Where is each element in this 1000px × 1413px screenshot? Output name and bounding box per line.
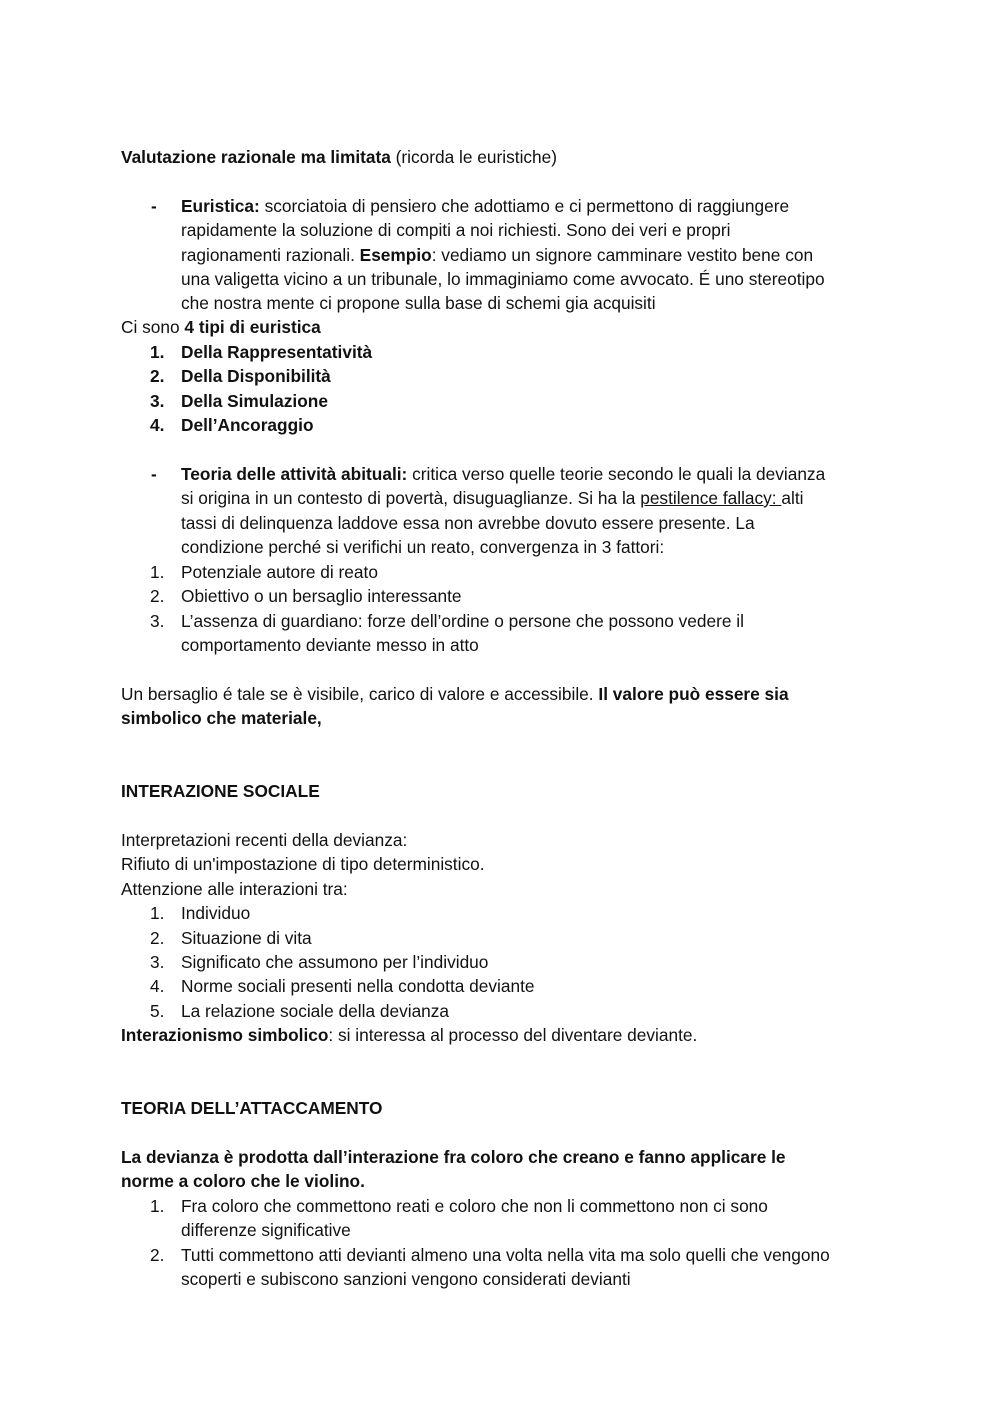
list-number: 2. [150,586,165,606]
bullet-text: ragionamenti razionali. [181,245,360,265]
section-heading-attaccamento: TEORIA DELL’ATTACCAMENTO [121,1098,383,1118]
list-item: Dell’Ancoraggio [181,415,314,435]
bold-heading-text: Valutazione razionale ma limitata [121,147,391,167]
bullet-line [181,194,789,218]
paragraph-bersaglio [121,682,789,706]
list-number: 1. [150,562,165,582]
paragraph-line: Rifiuto di un'impostazione di tipo deterministico. [121,854,485,874]
bold-term: Teoria delle attività abituali: [181,464,408,484]
paragraph-devianza-cont: norme a coloro che le violino. [121,1171,365,1191]
list-item: Individuo [181,903,251,923]
list-number: 2. [150,928,165,948]
bullet-line [181,462,825,486]
bullet-line: una valigetta vicino a un tribunale, lo immaginiamo come avvocato. É uno stereotipo [181,269,825,289]
list-number: 1. [150,1196,165,1216]
paragraph-text: Ci sono [121,317,185,337]
list-item: Norme sociali presenti nella condotta deviante [181,976,535,996]
bold-term: Interazionismo simbolico [121,1025,329,1045]
bullet-text: si origina in un contesto di povertà, disuguaglianze. Si ha la [181,488,641,508]
bullet-line [181,243,813,267]
bold-text: simbolico che materiale, [121,708,322,728]
paragraph-interazionismo [121,1023,697,1047]
list-item: Della Rappresentatività [181,342,373,362]
list-item-continuation: scoperti e subiscono sanzioni vengono considerati devianti [181,1269,631,1289]
paragraph-line: Attenzione alle interazioni tra: [121,879,348,899]
bullet-text: critica verso quelle teorie secondo le quali la devianza [407,464,826,484]
list-item: L’assenza di guardiano: forze dell’ordine o persone che possono vedere il [181,611,744,631]
bullet-line: che nostra mente ci propone sulla base di schemi gia acquisiti [181,293,656,313]
section-heading-interazione: INTERAZIONE SOCIALE [121,781,320,801]
list-number: 2. [150,366,165,386]
paragraph-text: Un bersaglio é tale se è visibile, carico di valore e accessibile. [121,684,599,704]
bullet-text: alti [781,488,804,508]
bullet-text: scorciatoia di pensiero che adottiamo e ci permettono di raggiungere [259,196,790,216]
list-number: 2. [150,1245,165,1265]
list-number: 3. [150,952,165,972]
bullet-line: rapidamente la soluzione di compiti a noi richiesti. Sono dei veri e propri [181,220,731,240]
list-number: 3. [150,611,165,631]
list-item: La relazione sociale della devianza [181,1001,450,1021]
list-number: 1. [150,903,165,923]
bold-term: Euristica: [181,196,260,216]
list-item-continuation: differenze significative [181,1220,351,1240]
paragraph-devianza: La devianza è prodotta dall’interazione fra coloro che creano e fanno applicare le [121,1147,786,1167]
paragraph-tipi [121,315,321,339]
list-item: Della Simulazione [181,391,328,411]
list-item: Tutti commettono atti devianti almeno una volta nella vita ma solo quelli che vengono [181,1245,830,1265]
list-number: 3. [150,391,165,411]
bold-term: 4 tipi di euristica [184,317,321,337]
bold-term: Esempio [359,245,432,265]
list-item: Obiettivo o un bersaglio interessante [181,586,462,606]
paragraph-text: (ricorda le euristiche) [390,147,558,167]
bullet-line [181,486,804,510]
list-item: Fra coloro che commettono reati e coloro che non li commettono non ci sono [181,1196,768,1216]
paragraph-line: Interpretazioni recenti della devianza: [121,830,408,850]
list-item: Potenziale autore di reato [181,562,378,582]
list-number: 1. [150,342,165,362]
list-number: 4. [150,415,165,435]
list-item: Significato che assumono per l’individuo [181,952,489,972]
paragraph-text: : si interessa al processo del diventare deviante. [328,1025,698,1045]
underlined-term: pestilence fallacy: [640,488,782,508]
list-number: 4. [150,976,165,996]
list-item-continuation: comportamento deviante messo in atto [181,635,479,655]
bold-text: Il valore può essere sia [598,684,789,704]
bullet-line: condizione perché si verifichi un reato, convergenza in 3 fattori: [181,537,665,557]
bullet-text: : vediamo un signore camminare vestito bene con [431,245,814,265]
bullet-marker: - [151,464,157,484]
bullet-line: tassi di delinquenza laddove essa non avrebbe dovuto essere presente. La [181,513,755,533]
bullet-marker: - [151,196,157,216]
list-item: Situazione di vita [181,928,312,948]
list-number: 5. [150,1001,165,1021]
paragraph-intro [121,145,557,169]
paragraph-bersaglio-cont [121,706,322,730]
list-item: Della Disponibilità [181,366,331,386]
